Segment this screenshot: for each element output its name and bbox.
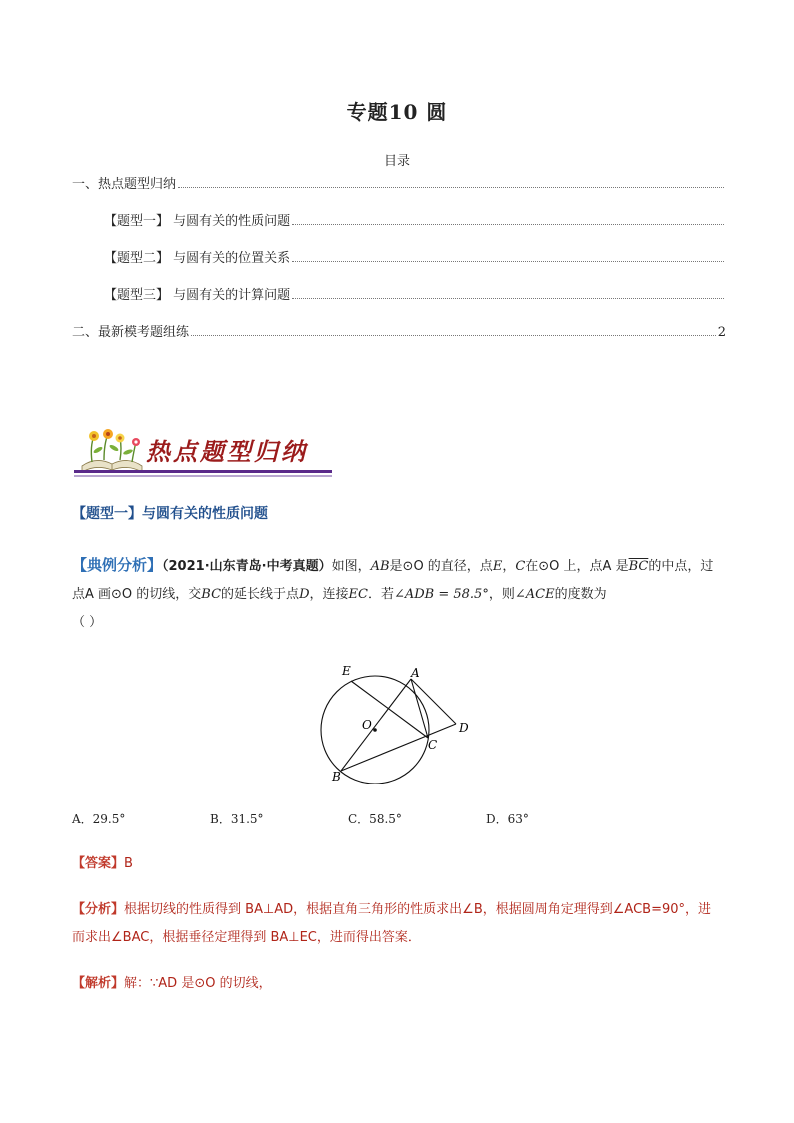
- problem-text: ，则: [488, 587, 515, 602]
- problem-text: 的度数为: [554, 587, 607, 602]
- answer-line: [72, 850, 722, 878]
- toc-entry-type-one[interactable]: [104, 211, 726, 229]
- solution-text: 解：∵AD 是⊙O 的切线，: [124, 976, 272, 991]
- analysis-text: 根据切线的性质得到 BA⊥AD，根据直角三角形的性质求出∠B，根据圆周角定理得到∠ACB=90°，进而求出∠BAC，根据垂径定理得到 BA⊥EC，进而得出答案．: [72, 902, 712, 945]
- section-tag: 【题型一】: [72, 506, 142, 522]
- math-point-d: D: [299, 587, 310, 602]
- toc-page-number: 2: [717, 325, 726, 340]
- toc-leader-dots: [191, 335, 716, 336]
- toc-entry-type-two[interactable]: [104, 248, 726, 266]
- toc-heading: 目录: [383, 154, 410, 169]
- toc-entry-text: 【题型二】 与圆有关的位置关系: [104, 251, 291, 266]
- problem-text: 如图，: [331, 559, 371, 574]
- toc-entry-text: 二、最新模考题组练: [72, 325, 190, 340]
- solution-tag: 【解析】: [72, 976, 125, 991]
- example-tag: 【典例分析】: [72, 556, 163, 574]
- section-title: 与圆有关的性质问题: [142, 506, 268, 522]
- problem-text: ，连接: [309, 587, 349, 602]
- math-segment-ec: EC: [348, 587, 368, 602]
- banner-title: 热点题型归纳: [146, 437, 308, 466]
- problem-text: 的延长线于点: [221, 587, 300, 602]
- answer-blank-bracket: （ ）: [72, 615, 103, 630]
- answer-choices: [72, 810, 722, 830]
- example-source: （2021·山东青岛·中考真题）: [162, 559, 332, 574]
- banner-underline-secondary: [74, 475, 332, 477]
- label-b: B: [332, 770, 341, 784]
- choice-b[interactable]: B．31.5°: [210, 812, 264, 826]
- analysis-tag: 【分析】: [72, 902, 125, 917]
- math-angle-adb: ∠ADB = 58.5°: [393, 587, 489, 602]
- problem-text: ，: [502, 559, 516, 574]
- math-arc-bc: $\overline{BC}$: [628, 559, 649, 574]
- geometry-figure: [316, 660, 476, 784]
- choice-c[interactable]: C．58.5°: [348, 812, 402, 826]
- problem-text: ．若: [367, 587, 394, 602]
- label-d: D: [459, 721, 469, 735]
- label-c: C: [428, 738, 438, 752]
- banner-underline: [74, 470, 332, 473]
- label-a: A: [411, 666, 420, 680]
- toc-entry-mock-exams[interactable]: [72, 322, 726, 340]
- analysis-paragraph: [72, 896, 722, 952]
- toc-leader-dots: [178, 187, 724, 188]
- toc-leader-dots: [292, 224, 724, 225]
- section-heading: [72, 503, 268, 523]
- toc-entry-type-three[interactable]: [104, 285, 726, 303]
- toc-leader-dots: [292, 261, 724, 262]
- label-o: O: [362, 718, 372, 732]
- answer-value: B: [124, 856, 133, 871]
- solution-paragraph: [72, 970, 722, 998]
- problem-text: 的中点，过点A 画⊙O 的切线，交: [72, 559, 714, 602]
- math-segment-ab: AB: [370, 559, 390, 574]
- math-angle-ace: ∠ACE: [514, 587, 555, 602]
- toc-entry-text: 一、热点题型归纳: [72, 177, 177, 192]
- math-segment-bc: BC: [201, 587, 222, 602]
- toc-entry-text: 【题型一】 与圆有关的性质问题: [104, 214, 291, 229]
- choice-d[interactable]: D．63°: [486, 812, 529, 826]
- example-problem: [72, 551, 722, 637]
- toc-entry-hot-types[interactable]: [72, 174, 726, 192]
- answer-tag: 【答案】: [72, 856, 125, 871]
- math-point-e: E: [492, 559, 503, 574]
- toc-entry-text: 【题型三】 与圆有关的计算问题: [104, 288, 291, 303]
- math-point-c: C: [515, 559, 526, 574]
- problem-text: 是⊙O 的直径，点: [389, 559, 493, 574]
- page-title: 专题10 圆: [346, 100, 448, 124]
- toc-leader-dots: [292, 298, 724, 299]
- choice-a[interactable]: A．29.5°: [72, 812, 126, 826]
- center-point: [373, 728, 377, 732]
- problem-text: 在⊙O 上，点A 是: [525, 559, 629, 574]
- label-e: E: [342, 664, 351, 678]
